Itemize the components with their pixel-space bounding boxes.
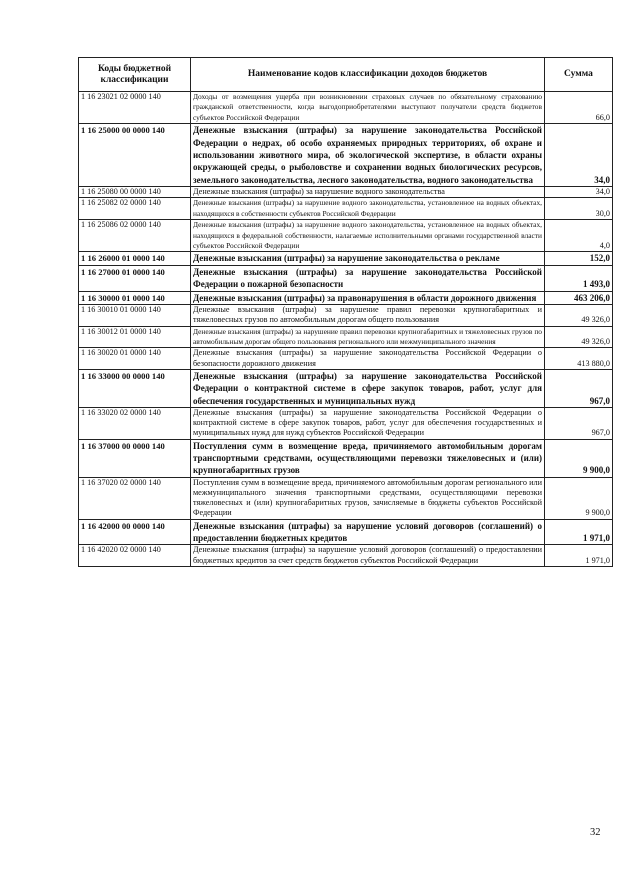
code-cell: 1 16 37000 00 0000 140 [79,439,191,477]
sum-cell: 34,0 [545,187,613,198]
header-code: Коды бюджетной классификации [79,58,191,92]
sum-cell: 34,0 [545,124,613,187]
table-row [79,519,613,545]
budget-revenue-table-sheet [78,57,612,567]
sum-cell: 9 900,0 [545,439,613,477]
name-cell: Денежные взыскания (штрафы) за нарушение законодательства о рекламе [191,252,545,265]
sum-cell: 967,0 [545,407,613,439]
name-cell: Денежные взыскания (штрафы) за нарушение законодательства Российской Федерации о недрах, об особо охраняемых природных территориях, об охране и использовании животного мира, об экологической экспертизе, в области охраны окружающей среды, о рыболовстве и сохранении водных биологических ресурсов, земельного законодательства, лесного законодательства, водного законодательства [191,124,545,187]
table-row [79,252,613,265]
table-row [79,305,613,326]
name-cell: Денежные взыскания (штрафы) за нарушение правил перевозки крупногабаритных и тяжеловесных грузов по автомобильным дорогам общего пользования регионального или межмуниципального значения [191,326,545,348]
code-cell: 1 16 42000 00 0000 140 [79,519,191,545]
sum-cell: 413 880,0 [545,348,613,369]
header-name: Наименование кодов классификации доходов бюджетов [191,58,545,92]
table-row [79,198,613,220]
name-cell: Денежные взыскания (штрафы) за нарушение законодательства Российской Федерации о контрактной системе в сфере закупок товаров, работ, услуг для обеспечения государственных и муниципальных нужд для нужд субъектов Российской Федерации [191,407,545,439]
sum-cell: 1 971,0 [545,545,613,566]
sum-cell: 152,0 [545,252,613,265]
name-cell: Денежные взыскания (штрафы) за правонарушения в области дорожного движения [191,291,545,304]
name-cell: Денежные взыскания (штрафы) за нарушение условий договоров (соглашений) о предоставлении бюджетных кредитов за счет средств бюджетов субъектов Российской Федерации [191,545,545,566]
name-cell: Денежные взыскания (штрафы) за нарушение правил перевозки крупногабаритных и тяжеловесных грузов по автомобильным дорогам общего пользования [191,305,545,326]
code-cell: 1 16 30020 01 0000 140 [79,348,191,369]
table-header-row [79,58,613,92]
name-cell: Денежные взыскания (штрафы) за нарушение законодательства Российской Федерации о пожарной безопасности [191,265,545,291]
sum-cell: 66,0 [545,92,613,124]
sum-cell: 49 326,0 [545,326,613,348]
table-row [79,439,613,477]
table-body [79,92,613,567]
code-cell: 1 16 37020 02 0000 140 [79,477,191,519]
table-row [79,187,613,198]
table-row [79,369,613,407]
sum-cell: 967,0 [545,369,613,407]
name-cell: Денежные взыскания (штрафы) за нарушение водного законодательства [191,187,545,198]
name-cell: Денежные взыскания (штрафы) за нарушение водного законодательства, установленное на водных объектах, находящихся в федеральной собственности, налагаемые исполнительными органами государственной власти субъектов Российской Федерации [191,220,545,252]
sum-cell: 9 900,0 [545,477,613,519]
code-cell: 1 16 30012 01 0000 140 [79,326,191,348]
name-cell: Поступления сумм в возмещение вреда, причиняемого автомобильным дорогам транспортными средствами, осуществляющими перевозки тяжеловесных и (или) крупногабаритных грузов [191,439,545,477]
table-row [79,92,613,124]
sum-cell: 463 206,0 [545,291,613,304]
name-cell: Денежные взыскания (штрафы) за нарушение законодательства Российской Федерации о контрактной системе в сфере закупок товаров, работ, услуг для обеспечения государственных и муниципальных нужд [191,369,545,407]
code-cell: 1 16 25082 02 0000 140 [79,198,191,220]
table-row [79,220,613,252]
name-cell: Доходы от возмещения ущерба при возникновении страховых случаев по обязательному страхованию гражданской ответственности, когда выгодоприобретателями выступают получатели средств бюджетов субъектов Российской Федерации [191,92,545,124]
table-row [79,124,613,187]
table-row [79,545,613,566]
sum-cell: 4,0 [545,220,613,252]
code-cell: 1 16 26000 01 0000 140 [79,252,191,265]
sum-cell: 1 493,0 [545,265,613,291]
table-row [79,477,613,519]
sum-cell: 1 971,0 [545,519,613,545]
table-row [79,348,613,369]
header-sum: Сумма [545,58,613,92]
code-cell: 1 16 23021 02 0000 140 [79,92,191,124]
code-cell: 1 16 27000 01 0000 140 [79,265,191,291]
code-cell: 1 16 42020 02 0000 140 [79,545,191,566]
page-number: 32 [590,827,601,838]
table-row [79,407,613,439]
code-cell: 1 16 25080 00 0000 140 [79,187,191,198]
code-cell: 1 16 33020 02 0000 140 [79,407,191,439]
sum-cell: 30,0 [545,198,613,220]
code-cell: 1 16 25086 02 0000 140 [79,220,191,252]
name-cell: Денежные взыскания (штрафы) за нарушение законодательства Российской Федерации о безопасности дорожного движения [191,348,545,369]
code-cell: 1 16 30010 01 0000 140 [79,305,191,326]
budget-revenue-table [78,57,613,567]
table-row [79,265,613,291]
name-cell: Денежные взыскания (штрафы) за нарушение водного законодательства, установленное на водных объектах, находящихся в собственности субъектов Российской Федерации [191,198,545,220]
name-cell: Денежные взыскания (штрафы) за нарушение условий договоров (соглашений) о предоставлении бюджетных кредитов [191,519,545,545]
code-cell: 1 16 30000 01 0000 140 [79,291,191,304]
code-cell: 1 16 33000 00 0000 140 [79,369,191,407]
code-cell: 1 16 25000 00 0000 140 [79,124,191,187]
table-row [79,326,613,348]
name-cell: Поступления сумм в возмещение вреда, причиняемого автомобильным дорогам регионального или межмуниципального значения транспортными средствами, осуществляющими перевозки тяжеловесных и (или) крупногабаритных грузов, зачисляемые в бюджеты субъектов Российской Федерации [191,477,545,519]
sum-cell: 49 326,0 [545,305,613,326]
table-row [79,291,613,304]
